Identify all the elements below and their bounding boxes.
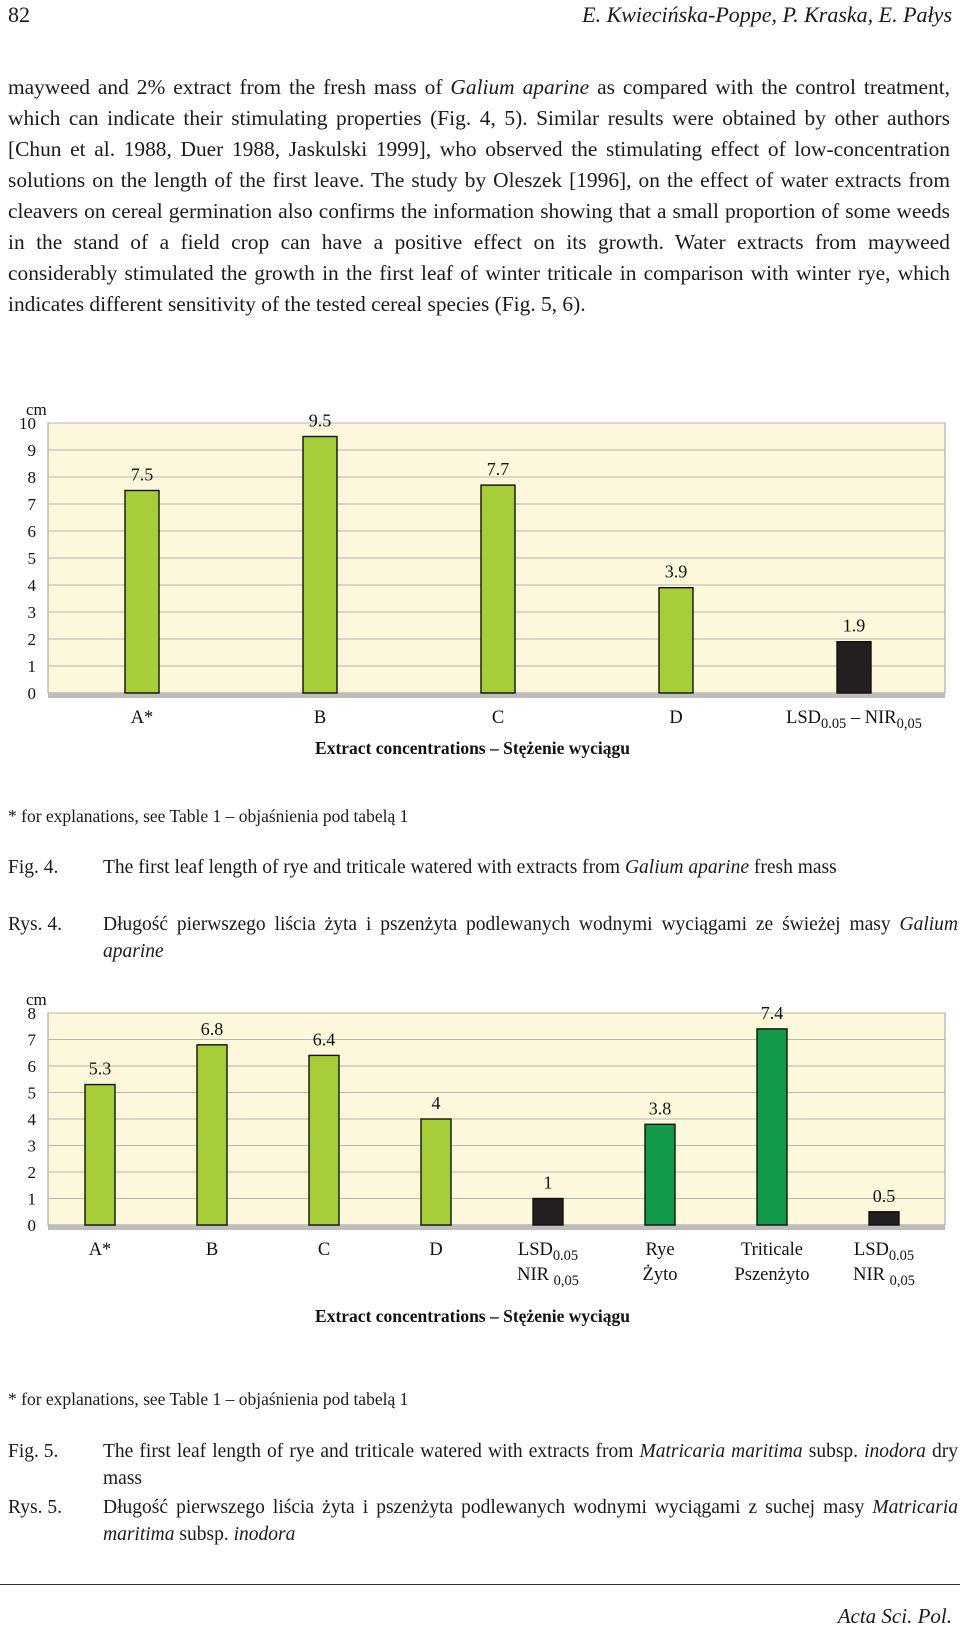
x-category-label: A* — [88, 1240, 112, 1260]
plot-floor — [48, 693, 945, 698]
y-axis-unit-label: cm — [26, 990, 47, 1009]
body-paragraph — [8, 72, 950, 320]
fig4-caption-pl — [8, 911, 958, 971]
species-name: Matricaria maritima — [103, 1497, 958, 1545]
bar — [533, 1199, 563, 1226]
bar-value-label: 3.9 — [664, 561, 688, 582]
bar-value-label: 3.8 — [648, 1098, 672, 1119]
footer-rule — [0, 1584, 960, 1585]
fig4-caption-label-pl: Rys. 4. — [8, 914, 62, 935]
y-tick-label: 8 — [27, 468, 36, 487]
x-category-label: Triticale — [740, 1240, 804, 1260]
y-tick-label: 3 — [27, 1136, 36, 1156]
caption-part: Długość pierwszego liścia żyta i pszenżyta podlewanych wodnymi wyciągami ze świeżej masy — [103, 914, 900, 935]
fig5-caption-pl — [8, 1494, 958, 1554]
subspecies-name: inodora — [233, 1524, 296, 1545]
x-axis-title: Extract concentrations – Stężenie wyciągu — [315, 738, 630, 758]
x-category-label: Żyto — [642, 1265, 678, 1285]
caption-part: The first leaf length of rye and triticale watered with extracts from — [103, 857, 625, 878]
fig5-footnote: * for explanations, see Table 1 – objaśnienia pod tabelą 1 — [8, 1389, 409, 1409]
bar-value-label: 7.5 — [130, 464, 154, 485]
bar-value-label: 7.4 — [760, 1002, 784, 1023]
caption-part: The first leaf length of rye and triticale watered with extracts from — [103, 1441, 640, 1462]
y-tick-label: 10 — [19, 414, 36, 433]
species-name: Galium aparine — [624, 857, 749, 878]
fig4-caption-text — [103, 854, 958, 881]
y-tick-label: 5 — [27, 549, 36, 568]
bar — [659, 588, 693, 693]
bar — [869, 1212, 899, 1225]
caption-part: fresh mass — [749, 857, 837, 878]
bar-value-label: 1.9 — [842, 615, 866, 636]
bar — [197, 1045, 227, 1225]
journal-name: Acta Sci. Pol. — [837, 1604, 952, 1628]
bar — [85, 1085, 115, 1225]
bar — [309, 1055, 339, 1225]
x-category-label: C — [491, 708, 505, 728]
y-tick-label: 6 — [27, 1057, 36, 1076]
y-axis-unit-label: cm — [26, 400, 47, 419]
species-name: Galium aparine — [450, 75, 590, 99]
y-tick-label: 4 — [27, 1110, 36, 1129]
x-category-label: NIR $_{0,05}$ — [517, 1265, 579, 1289]
bar — [645, 1124, 675, 1225]
species-name: Matricaria maritima — [639, 1441, 803, 1462]
caption-part: subsp. — [174, 1524, 234, 1545]
x-category-label: $LSD_{0.05}$ — [853, 1240, 915, 1264]
bar-value-label: 4 — [431, 1093, 441, 1113]
caption-part: dry mass — [103, 1441, 958, 1489]
species-name: Galium aparine — [103, 914, 958, 962]
caption-part: subsp. — [808, 1441, 865, 1462]
bar — [837, 642, 871, 693]
fig4-chart — [0, 395, 960, 795]
running-header-authors: E. Kwiecińska-Poppe, P. Kraska, E. Pałys — [582, 2, 952, 27]
bar — [421, 1119, 451, 1225]
bar — [481, 485, 515, 693]
y-tick-label: 8 — [27, 1004, 36, 1023]
y-tick-label: 1 — [27, 657, 36, 676]
bar-value-label: 5.3 — [88, 1058, 112, 1079]
x-category-label: D — [669, 708, 683, 728]
bar-value-label: 6.4 — [312, 1029, 336, 1050]
bar-value-label: 0.5 — [872, 1185, 896, 1206]
y-tick-label: 0 — [27, 684, 36, 703]
y-tick-label: 5 — [27, 1083, 36, 1103]
fig5-caption-text-pl — [103, 1494, 958, 1548]
fig5-caption-text — [103, 1438, 958, 1492]
x-category-label: $LSD_{0.05} - NIR_{0,05}$ — [786, 708, 922, 732]
y-tick-label: 2 — [27, 630, 36, 649]
fig4-footnote: * for explanations, see Table 1 – objaśnienia pod tabelą 1 — [8, 806, 409, 826]
y-tick-label: 2 — [27, 1163, 36, 1182]
page-number: 82 — [8, 2, 30, 27]
fig5-caption-label: Fig. 5. — [8, 1441, 59, 1462]
y-tick-label: 1 — [27, 1189, 36, 1209]
bar-value-label: 7.7 — [486, 459, 510, 480]
fig4-caption-label: Fig. 4. — [8, 857, 59, 878]
x-category-label: C — [317, 1240, 331, 1260]
bar-value-label: 9.5 — [308, 410, 332, 431]
y-tick-label: 6 — [27, 522, 36, 541]
x-category-label: D — [429, 1240, 443, 1260]
y-tick-label: 3 — [27, 603, 36, 622]
y-tick-label: 9 — [27, 441, 36, 460]
fig5-caption-label-pl: Rys. 5. — [8, 1497, 62, 1518]
bar — [303, 437, 337, 694]
fig4-caption-en — [8, 854, 958, 914]
y-tick-label: 7 — [27, 1030, 36, 1050]
bar — [757, 1029, 787, 1225]
bar-value-label: 1 — [543, 1172, 553, 1193]
body-text-part: as compared with the control treatment, which can indicate their stimulating properties (Fig. 4, 5). Similar results were obtained by other authors [Chun et al. 1988, Duer 1988, Jaskulski 1999], who observed the stimulating effect of low-concentration solutions on the length of the first leave. The study by Oleszek [1996], on the effect of water extracts from cleavers on cereal germination also confirms the information showing that a small proportion of some weeds in the stand of a field crop can have a positive effect on its growth. Water extracts from mayweed considerably stimulated the growth in the first leaf of winter triticale in comparison with winter rye, which indicates different sensitivity of the tested cereal species (Fig. 5, 6). — [8, 75, 951, 316]
body-text-part: mayweed and 2% extract from the fresh mass of — [8, 75, 451, 99]
plot-floor — [48, 1225, 945, 1230]
bar-value-label: 6.8 — [200, 1018, 224, 1039]
y-tick-label: 0 — [27, 1216, 36, 1235]
fig5-caption-en — [8, 1438, 958, 1498]
x-category-label: A* — [130, 708, 154, 728]
y-tick-label: 4 — [27, 576, 36, 595]
x-axis-title: Extract concentrations – Stężenie wyciągu — [315, 1306, 630, 1326]
x-category-label: B — [313, 708, 327, 728]
x-category-label: Rye — [645, 1240, 675, 1260]
caption-part: Długość pierwszego liścia żyta i pszenżyta podlewanych wodnymi wyciągami z suchej masy — [103, 1497, 873, 1518]
bar — [125, 491, 159, 694]
subspecies-name: inodora — [864, 1441, 926, 1462]
x-category-label: $LSD_{0.05}$ — [517, 1240, 579, 1264]
x-category-label: B — [205, 1240, 219, 1260]
y-tick-label: 7 — [27, 495, 36, 514]
fig5-chart — [0, 985, 960, 1365]
fig4-caption-text-pl — [103, 911, 958, 965]
x-category-label: Pszenżyto — [734, 1265, 810, 1285]
x-category-label: NIR $_{0,05}$ — [853, 1265, 915, 1289]
